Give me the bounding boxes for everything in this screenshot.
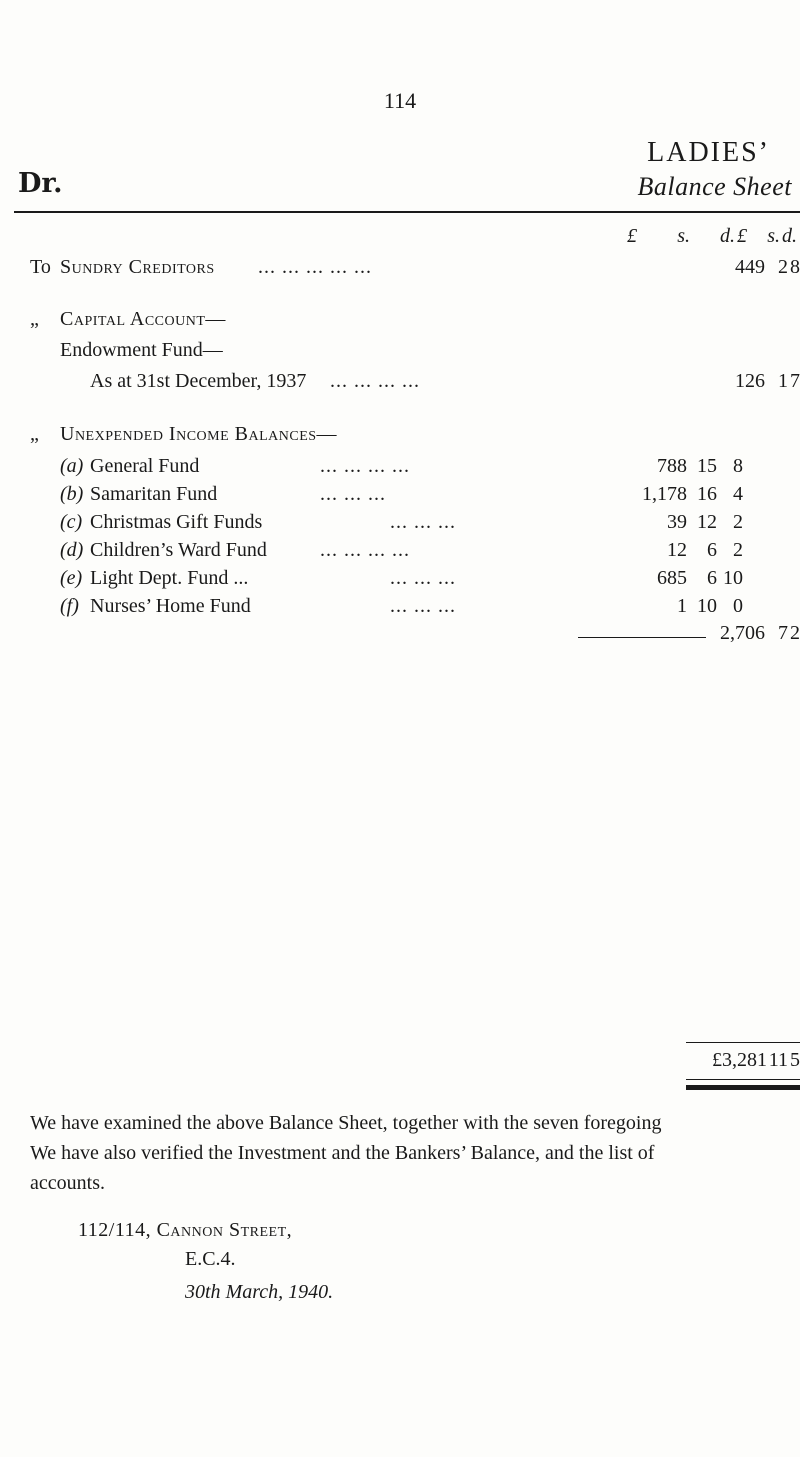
fund-pence: 4 xyxy=(733,483,743,505)
total-shillings: 7 xyxy=(778,622,788,644)
leader-dots: ... ... ... ... xyxy=(320,455,410,477)
total-rule xyxy=(686,1042,800,1043)
auditor-line-3: accounts. xyxy=(30,1172,105,1194)
leader-dots: ... ... ... xyxy=(390,595,456,617)
col-header-shillings-2: s. xyxy=(767,225,780,247)
row-prefix: To xyxy=(30,256,51,278)
fund-pounds: 685 xyxy=(657,567,687,589)
total-shillings: 2 xyxy=(778,256,788,278)
row-label: Sundry Creditors xyxy=(60,256,215,278)
col-header-pounds-2: £ xyxy=(737,225,747,247)
fund-shillings: 6 xyxy=(707,539,717,561)
total-shillings: 1 xyxy=(778,370,788,392)
total-pence: 7 xyxy=(790,370,800,392)
fund-pence: 0 xyxy=(733,595,743,617)
leader-dots: ... ... ... xyxy=(390,567,456,589)
row-as-at xyxy=(0,370,800,400)
grand-total-pence: 5 xyxy=(790,1049,800,1071)
fund-letter: (c) xyxy=(60,511,83,533)
fund-row xyxy=(0,455,800,485)
total-double-rule xyxy=(686,1085,800,1090)
fund-pence: 10 xyxy=(723,567,743,589)
fund-shillings: 6 xyxy=(707,567,717,589)
fund-pence: 8 xyxy=(733,455,743,477)
fund-shillings: 15 xyxy=(697,455,717,477)
row-label: Capital Account— xyxy=(60,308,226,330)
page-number: 114 xyxy=(383,88,417,113)
fund-pounds: 1 xyxy=(677,595,687,617)
fund-row xyxy=(0,483,800,513)
auditor-paragraph xyxy=(30,1108,800,1198)
fund-pounds: 1,178 xyxy=(642,483,687,505)
row-prefix: „ xyxy=(30,308,39,330)
fund-pence: 2 xyxy=(733,511,743,533)
col-header-pence-2: d. xyxy=(782,225,797,247)
fund-shillings: 16 xyxy=(697,483,717,505)
grand-total-shillings: 11 xyxy=(768,1049,788,1071)
fund-shillings: 10 xyxy=(697,595,717,617)
grand-total-pounds: £3,281 xyxy=(712,1049,767,1071)
total-pounds: 2,706 xyxy=(720,622,765,644)
leader-dots: ... ... ... ... xyxy=(330,370,420,392)
fund-letter: (d) xyxy=(60,539,84,561)
fund-name: Light Dept. Fund ... xyxy=(90,567,249,589)
leader-dots: ... ... ... ... xyxy=(320,539,410,561)
fund-row xyxy=(0,595,800,625)
total-underline xyxy=(686,1079,800,1080)
fund-name: Nurses’ Home Fund xyxy=(90,595,251,617)
auditor-line-1: We have examined the above Balance Sheet, together with the seven foregoing xyxy=(30,1112,662,1134)
fund-letter: (b) xyxy=(60,483,84,505)
auditor-line-2: We have also verified the Investment and the Bankers’ Balance, and the list of xyxy=(30,1142,655,1164)
fund-letter: (f) xyxy=(60,595,79,617)
row-grand-total xyxy=(0,1049,800,1079)
signature-date xyxy=(185,1281,333,1304)
leader-dots: ... ... ... ... ... xyxy=(258,256,372,278)
leader-dots: ... ... ... xyxy=(390,511,456,533)
header-rule xyxy=(14,211,800,213)
total-pounds: 449 xyxy=(735,256,765,278)
row-prefix: „ xyxy=(30,423,39,445)
row-unexpended-income xyxy=(0,423,800,453)
date-day: 30th xyxy=(185,1281,221,1303)
col-header-shillings-1: s. xyxy=(677,225,690,247)
total-pence: 2 xyxy=(790,622,800,644)
fund-name: Samaritan Fund xyxy=(90,483,218,505)
page-subtitle: Balance Sheet xyxy=(637,172,792,201)
row-capital-account xyxy=(0,308,800,338)
fund-row xyxy=(0,511,800,541)
row-funds-total xyxy=(0,622,800,652)
row-label: Unexpended Income Balances— xyxy=(60,423,338,445)
row-label: As at 31st December, 1937 xyxy=(90,370,307,392)
fund-row xyxy=(0,567,800,597)
fund-name: Christmas Gift Funds xyxy=(90,511,263,533)
row-label: Endowment Fund— xyxy=(60,339,223,361)
fund-name: General Fund xyxy=(90,455,200,477)
address-line-1: 112/114, Cannon Street, xyxy=(78,1219,293,1241)
date-rest: March, 1940. xyxy=(225,1281,334,1303)
debit-marker: Dr. xyxy=(18,168,63,199)
total-pounds: 126 xyxy=(735,370,765,392)
address-line-2: E.C.4. xyxy=(185,1248,236,1270)
fund-pounds: 788 xyxy=(657,455,687,477)
fund-name: Children’s Ward Fund xyxy=(90,539,267,561)
fund-pounds: 12 xyxy=(667,539,687,561)
fund-shillings: 12 xyxy=(697,511,717,533)
leader-dots: ... ... ... xyxy=(320,483,386,505)
row-sundry-creditors xyxy=(0,256,800,286)
col-header-pounds-1: £ xyxy=(627,225,637,247)
fund-pounds: 39 xyxy=(667,511,687,533)
page-title: LADIES’ xyxy=(647,137,770,168)
fund-letter: (a) xyxy=(60,455,84,477)
fund-letter: (e) xyxy=(60,567,83,589)
total-pence: 8 xyxy=(790,256,800,278)
row-endowment-fund xyxy=(0,339,800,369)
fund-row xyxy=(0,539,800,569)
fund-pence: 2 xyxy=(733,539,743,561)
col-header-pence-1: d. xyxy=(720,225,735,247)
